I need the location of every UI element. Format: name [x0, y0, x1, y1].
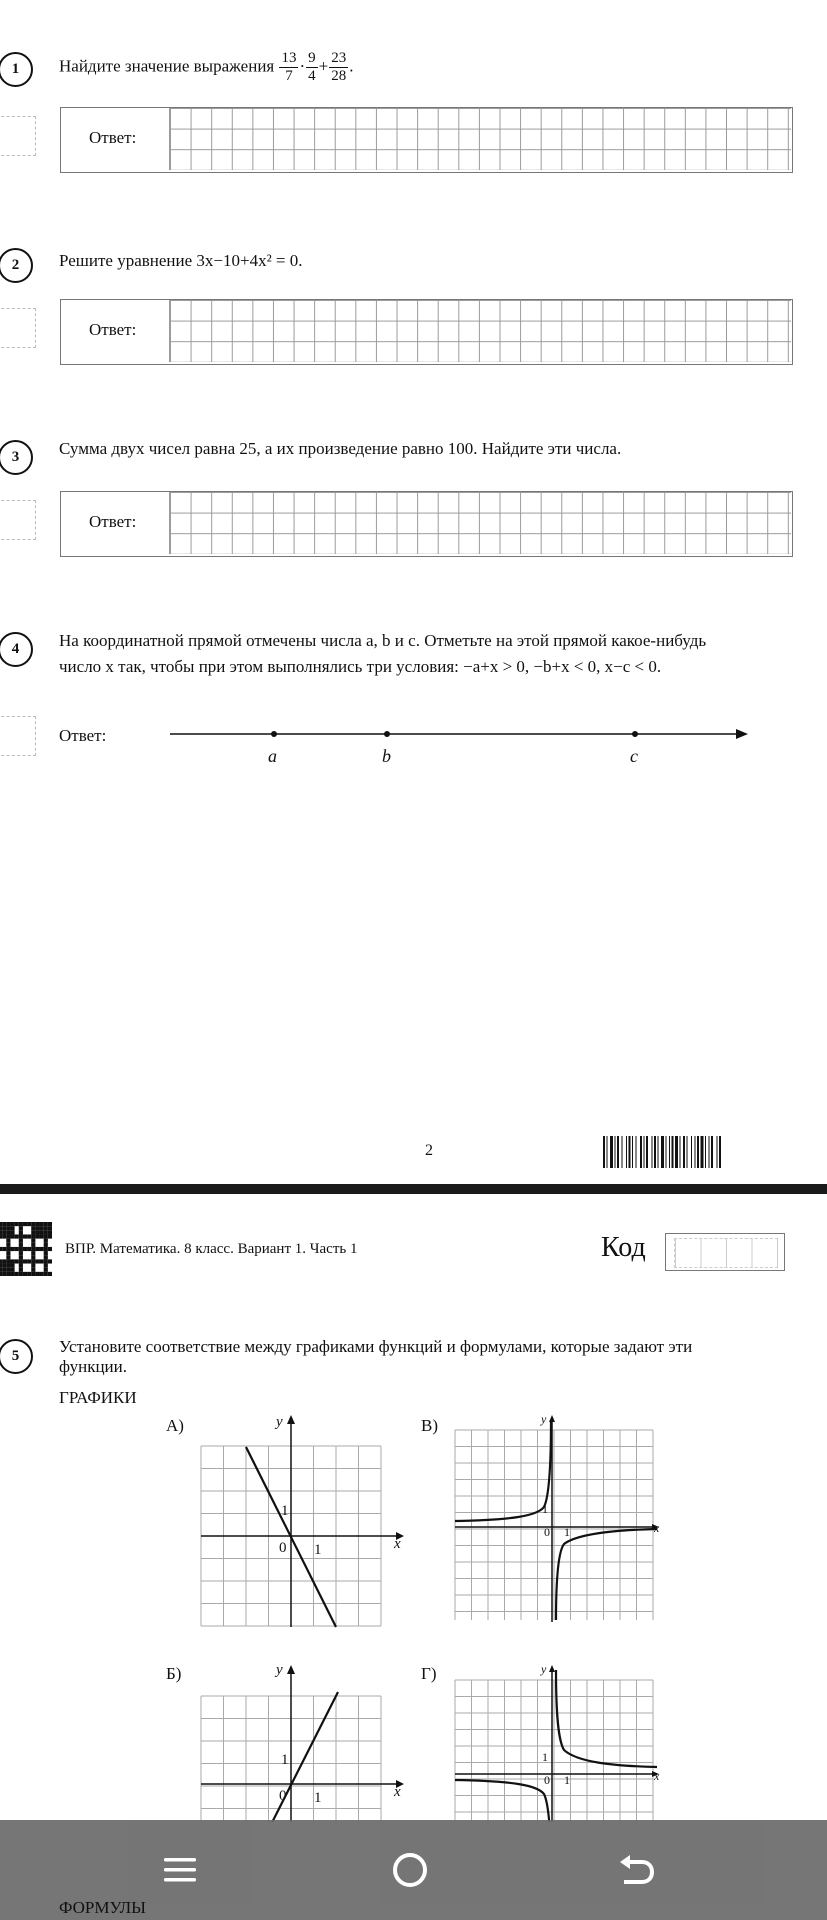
qr-module: [6, 1272, 10, 1276]
qr-module: [2, 1222, 6, 1226]
qr-module: [2, 1268, 6, 1272]
barcode-bar: [661, 1136, 664, 1168]
qr-module: [6, 1255, 10, 1259]
graph-a-one-y: 1: [281, 1503, 289, 1519]
number-line[interactable]: [160, 720, 750, 770]
qr-module: [6, 1243, 10, 1247]
qr-module: [6, 1247, 10, 1251]
barcode-bar: [615, 1136, 616, 1168]
period: .: [349, 56, 354, 76]
qr-module: [0, 1222, 2, 1226]
qr-module: [31, 1247, 35, 1251]
qr-module: [10, 1230, 14, 1234]
qr-module: [10, 1247, 14, 1251]
barcode-bar: [617, 1136, 619, 1168]
graph-b-one-y: 1: [281, 1752, 289, 1768]
qr-module: [48, 1222, 52, 1226]
answer-label: Ответ:: [89, 128, 137, 147]
question-1-text: [59, 50, 354, 85]
qr-module: [19, 1259, 23, 1263]
qr-module: [44, 1272, 48, 1276]
page-number: 2: [425, 1142, 433, 1159]
qr-module: [10, 1268, 14, 1272]
graph-b-zero: 0: [279, 1788, 287, 1804]
header-title: ВПР. Математика. 8 класс. Вариант 1. Часть 1: [65, 1241, 358, 1257]
answer-grid[interactable]: [169, 108, 791, 170]
qr-module: [10, 1259, 14, 1263]
qr-module: [19, 1251, 23, 1255]
qr-module: [40, 1222, 44, 1226]
answer-box-2[interactable]: [60, 299, 793, 365]
qr-module: [31, 1230, 35, 1234]
qr-module: [31, 1255, 35, 1259]
graph-v: [452, 1412, 667, 1627]
qr-module: [0, 1264, 2, 1268]
qr-module: [31, 1264, 35, 1268]
qr-module: [35, 1272, 39, 1276]
qr-module: [40, 1259, 44, 1263]
qr-module: [19, 1222, 23, 1226]
graph-a: [196, 1412, 411, 1632]
qr-module: [35, 1234, 39, 1238]
qr-module: [44, 1268, 48, 1272]
barcode-bar: [603, 1136, 605, 1168]
qr-module: [19, 1272, 23, 1276]
answer-box-3[interactable]: [60, 491, 793, 557]
qr-module: [31, 1239, 35, 1243]
barcode-bar: [622, 1136, 623, 1168]
qr-module: [19, 1243, 23, 1247]
qr-module: [6, 1234, 10, 1238]
score-box-1: [0, 116, 36, 156]
qr-module: [31, 1243, 35, 1247]
qr-module: [40, 1230, 44, 1234]
qr-module: [2, 1247, 6, 1251]
qr-module: [2, 1259, 6, 1263]
fraction-1: $\frac{13}{7}$: [281, 50, 297, 84]
qr-module: [44, 1230, 48, 1234]
graph-g-y-label: y: [541, 1662, 547, 1676]
graph-g-branch-2: [455, 1780, 551, 1822]
qr-module: [0, 1268, 2, 1272]
score-box-2: [0, 308, 36, 348]
answer-grid[interactable]: [169, 300, 791, 362]
answer-label-4: Ответ:: [59, 726, 107, 745]
barcode-bar: [654, 1136, 656, 1168]
qr-module: [10, 1222, 14, 1226]
barcode-bar: [644, 1136, 645, 1168]
qr-module: [40, 1272, 44, 1276]
qr-module: [15, 1247, 19, 1251]
graphs-title: ГРАФИКИ: [59, 1388, 137, 1407]
graph-a-zero: 0: [279, 1540, 287, 1556]
qr-module: [31, 1222, 35, 1226]
barcode-bar: [687, 1136, 688, 1168]
dot-operator: ·: [299, 56, 306, 76]
barcode-bar: [683, 1136, 685, 1168]
barcode-bar: [705, 1136, 706, 1168]
graph-v-zero: 0: [544, 1525, 550, 1539]
graph-v-branch-2: [556, 1529, 657, 1620]
graph-v-label: В): [421, 1416, 438, 1435]
code-label: Код: [601, 1232, 646, 1263]
qr-module: [19, 1264, 23, 1268]
question-number-3: 3: [0, 440, 33, 475]
qr-module: [40, 1234, 44, 1238]
qr-module: [19, 1226, 23, 1230]
question-4-line-2: число x так, чтобы при этом выполнялись три условия: −a+x > 0, −b+x < 0, x−c < 0.: [59, 657, 662, 676]
graph-a-label: А): [166, 1416, 184, 1435]
barcode-bar: [697, 1136, 699, 1168]
barcode-bar: [675, 1136, 678, 1168]
qr-module: [2, 1264, 6, 1268]
question-2-text: Решите уравнение 3x−10+4x² = 0.: [59, 251, 303, 270]
question-4-line-1: На координатной прямой отмечены числа a, b и c. Отметьте на этой прямой какое-нибудь: [59, 631, 707, 650]
graph-g-zero: 0: [544, 1773, 550, 1787]
qr-module: [44, 1251, 48, 1255]
graph-v-grid: [455, 1430, 653, 1620]
question-5-line-1: Установите соответствие между графиками функций и формулами, которые задают эти: [59, 1337, 693, 1356]
qr-module: [35, 1230, 39, 1234]
qr-module: [10, 1234, 14, 1238]
qr-module: [15, 1222, 19, 1226]
fraction-2: $\frac{9}{4}$: [308, 50, 316, 84]
qr-module: [44, 1222, 48, 1226]
formulas-title: ФОРМУЛЫ: [59, 1898, 146, 1917]
plus-operator: +: [318, 56, 329, 76]
answer-label: Ответ:: [89, 512, 137, 531]
barcode-bar: [646, 1136, 648, 1168]
home-icon[interactable]: [390, 1850, 430, 1890]
qr-module: [15, 1259, 19, 1263]
barcode-bar: [607, 1136, 608, 1168]
barcode-bar: [640, 1136, 642, 1168]
menu-icon[interactable]: [160, 1850, 200, 1890]
graph-g-label: Г): [421, 1664, 437, 1683]
qr-module: [48, 1226, 52, 1230]
qr-module: [2, 1226, 6, 1230]
qr-module: [0, 1230, 2, 1234]
barcode-bar: [636, 1136, 637, 1168]
qr-module: [27, 1222, 31, 1226]
qr-module: [0, 1272, 2, 1276]
qr-module: [40, 1226, 44, 1230]
barcode-bar: [709, 1136, 710, 1168]
qr-module: [6, 1239, 10, 1243]
qr-module: [6, 1251, 10, 1255]
graph-g-one-y: 1: [542, 1750, 548, 1764]
qr-module: [19, 1255, 23, 1259]
qr-module: [10, 1272, 14, 1276]
qr-module: [44, 1259, 48, 1263]
answer-label: Ответ:: [89, 320, 137, 339]
graph-b-line: [246, 1692, 338, 1822]
graph-v-x-label: x: [654, 1521, 660, 1535]
fraction-3: $\frac{23}{28}$: [331, 50, 347, 84]
graph-a-x-label: x: [394, 1536, 401, 1552]
qr-module: [23, 1247, 27, 1251]
graph-b-label: Б): [166, 1664, 182, 1683]
barcode-bar: [691, 1136, 692, 1168]
qr-module: [19, 1247, 23, 1251]
qr-module: [27, 1247, 31, 1251]
qr-module: [48, 1259, 52, 1263]
qr-module: [31, 1226, 35, 1230]
qr-module: [31, 1259, 35, 1263]
graph-v-one-y: 1: [542, 1502, 548, 1516]
qr-module: [44, 1226, 48, 1230]
qr-module: [6, 1268, 10, 1272]
qr-module: [48, 1247, 52, 1251]
qr-module: [35, 1222, 39, 1226]
qr-module: [6, 1226, 10, 1230]
graph-g: [452, 1662, 667, 1822]
graph-v-one-x: 1: [564, 1525, 570, 1539]
score-box-3: [0, 500, 36, 540]
qr-module: [48, 1272, 52, 1276]
qr-module: [10, 1264, 14, 1268]
qr-module: [19, 1230, 23, 1234]
qr-module: [19, 1234, 23, 1238]
qr-module: [15, 1272, 19, 1276]
barcode-bar: [658, 1136, 659, 1168]
graph-b-x-label: x: [394, 1784, 401, 1800]
point-a-label: a: [268, 746, 277, 766]
qr-module: [23, 1222, 27, 1226]
graph-a-y-label: y: [276, 1414, 283, 1430]
qr-module: [48, 1230, 52, 1234]
point-b-label: b: [382, 746, 391, 766]
question-number-2: 2: [0, 248, 33, 283]
graph-g-grid: [455, 1680, 653, 1822]
qr-module: [27, 1272, 31, 1276]
graph-b: [196, 1662, 411, 1822]
barcode-bar: [711, 1136, 713, 1168]
barcode-bar: [610, 1136, 613, 1168]
barcode-bar: [626, 1136, 627, 1168]
back-icon[interactable]: [616, 1850, 656, 1890]
barcode-bar: [719, 1136, 721, 1168]
barcode-bar: [717, 1136, 718, 1168]
code-box[interactable]: [665, 1233, 785, 1271]
barcode-bar: [695, 1136, 696, 1168]
qr-module: [23, 1272, 27, 1276]
qr-module: [19, 1239, 23, 1243]
qr-module: [6, 1230, 10, 1234]
page-divider: [0, 1184, 827, 1194]
barcode: [603, 1136, 807, 1168]
qr-module: [35, 1259, 39, 1263]
qr-module: [44, 1234, 48, 1238]
qr-module: [27, 1234, 31, 1238]
barcode-bar: [669, 1136, 670, 1168]
qr-module: [31, 1268, 35, 1272]
qr-module: [44, 1264, 48, 1268]
qr-module: [23, 1259, 27, 1263]
qr-module: [15, 1234, 19, 1238]
qr-module: [31, 1234, 35, 1238]
qr-module: [23, 1234, 27, 1238]
qr-module: [0, 1247, 2, 1251]
qr-module: [35, 1247, 39, 1251]
qr-module: [10, 1226, 14, 1230]
score-box-4: [0, 716, 36, 756]
question-number-4: 4: [0, 632, 33, 667]
barcode-bar: [666, 1136, 667, 1168]
qr-module: [0, 1234, 2, 1238]
barcode-bar: [701, 1136, 704, 1168]
qr-module: [31, 1251, 35, 1255]
qr-module: [44, 1247, 48, 1251]
qr-module: [35, 1226, 39, 1230]
qr-module: [2, 1234, 6, 1238]
barcode-bar: [652, 1136, 653, 1168]
qr-module: [2, 1272, 6, 1276]
qr-module: [44, 1239, 48, 1243]
graph-g-x-label: x: [654, 1769, 660, 1783]
qr-module: [6, 1259, 10, 1263]
graph-v-branch-1: [455, 1420, 551, 1521]
graph-g-branch-1: [556, 1670, 657, 1767]
barcode-bar: [629, 1136, 631, 1168]
qr-module: [2, 1230, 6, 1234]
graph-b-y-label: y: [276, 1662, 283, 1678]
qr-module: [19, 1268, 23, 1272]
qr-module: [44, 1243, 48, 1247]
graph-a-one-x: 1: [314, 1542, 322, 1558]
qr-module: [31, 1272, 35, 1276]
qr-code: [0, 1222, 52, 1276]
graph-b-one-x: 1: [314, 1790, 322, 1806]
qr-module: [44, 1255, 48, 1259]
question-1-prompt: Найдите значение выражения: [59, 56, 275, 76]
barcode-bar: [632, 1136, 633, 1168]
qr-module: [0, 1259, 2, 1263]
qr-module: [27, 1259, 31, 1263]
barcode-bar: [672, 1136, 674, 1168]
qr-module: [48, 1234, 52, 1238]
question-number-5: 5: [0, 1339, 33, 1374]
question-number-1: 1: [0, 52, 33, 87]
qr-module: [6, 1264, 10, 1268]
point-c-label: c: [630, 746, 638, 766]
question-5-line-2: функции.: [59, 1357, 127, 1376]
qr-module: [40, 1247, 44, 1251]
qr-module: [6, 1222, 10, 1226]
question-3-text: Сумма двух чисел равна 25, а их произведение равно 100. Найдите эти числа.: [59, 439, 622, 458]
barcode-bar: [680, 1136, 681, 1168]
answer-grid[interactable]: [169, 492, 791, 554]
graph-g-one-x: 1: [564, 1773, 570, 1787]
graph-v-y-label: y: [541, 1412, 547, 1426]
answer-box-1[interactable]: [60, 107, 793, 173]
qr-module: [0, 1226, 2, 1230]
